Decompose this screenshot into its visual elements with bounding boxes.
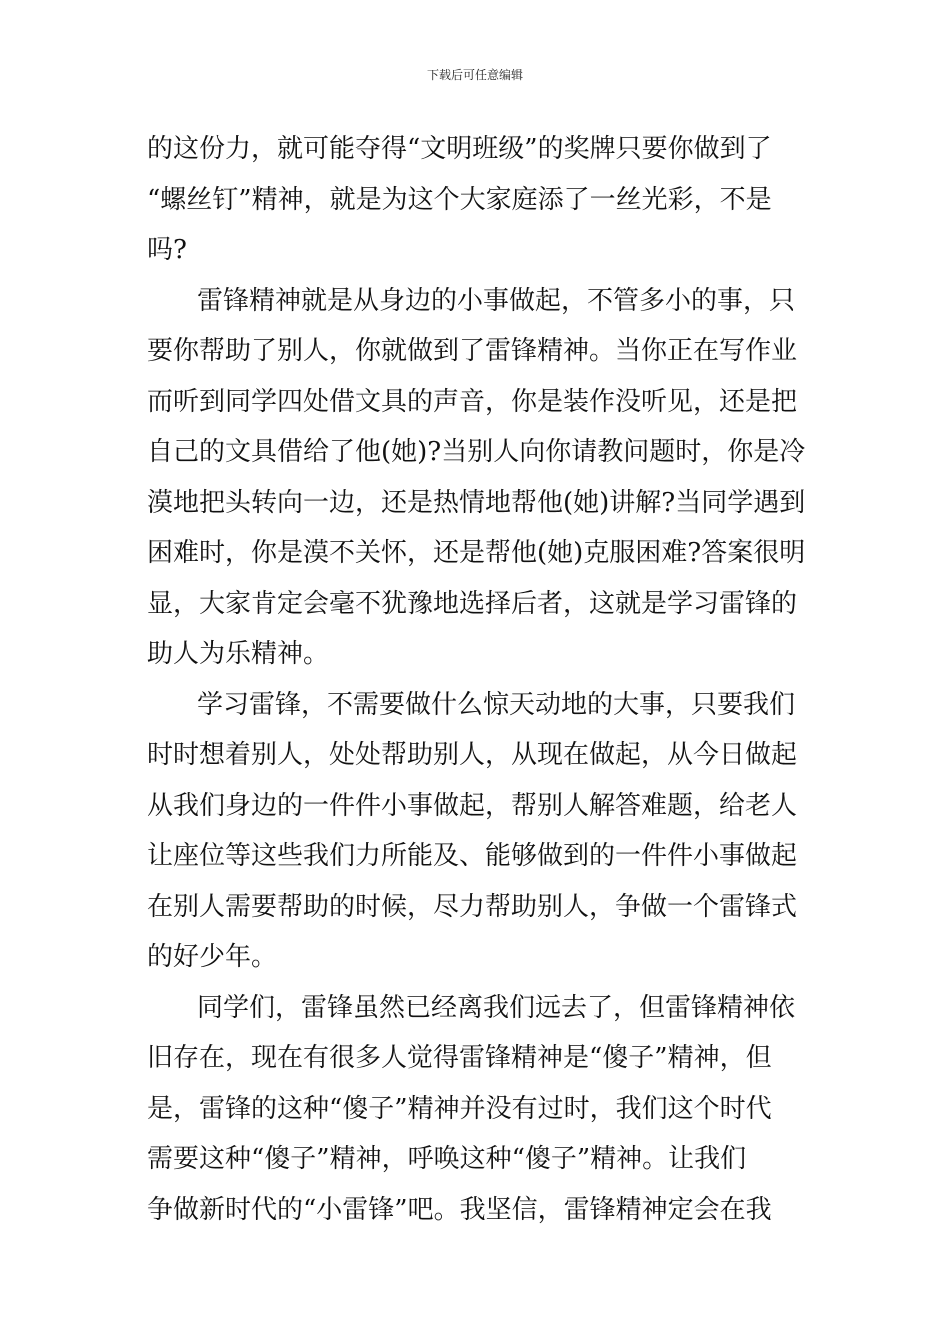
text-line: 助人为乐精神。 (147, 639, 330, 669)
text-line: 让座位等这些我们力所能及、能够做到的一件件小事做起 (147, 841, 798, 871)
text-line: 学习雷锋，不需要做什么惊天动地的大事，只要我们 (197, 689, 796, 720)
text-line: 需要这种“傻子”精神，呼唤这种“傻子”精神。让我们 (147, 1144, 747, 1174)
body-text (147, 124, 807, 1235)
text-line: 而听到同学四处借文具的声音，你是装作没听见，还是把 (147, 386, 798, 417)
text-line: 显，大家肯定会毫不犹豫地选择后者，这就是学习雷锋的 (147, 588, 798, 619)
text-line: 时时想着别人，处处帮助别人，从现在做起，从今日做起 (147, 740, 798, 770)
text-line: 的好少年。 (147, 942, 278, 972)
text-line: 漠地把头转向一边，还是热情地帮他(她)讲解?当同学遇到 (147, 487, 806, 518)
text-line: 的这份力，就可能夺得“文明班级”的奖牌只要你做到了 (147, 134, 772, 164)
text-line: 争做新时代的“小雷锋”吧。我坚信，雷锋精神定会在我 (147, 1194, 772, 1225)
text-line: 在别人需要帮助的时候，尽力帮助别人，争做一个雷锋式 (147, 891, 798, 922)
text-line: 吗? (147, 235, 187, 265)
text-line: 同学们，雷锋虽然已经离我们远去了，但雷锋精神依 (197, 992, 796, 1023)
text-line: 是，雷锋的这种“傻子”精神并没有过时，我们这个时代 (147, 1093, 772, 1124)
text-line: 雷锋精神就是从身边的小事做起，不管多小的事，只 (197, 285, 796, 316)
text-line: 旧存在，现在有很多人觉得雷锋精神是“傻子”精神，但 (147, 1043, 772, 1073)
text-line: 困难时，你是漠不关怀，还是帮他(她)克服困难?答案很明 (147, 538, 806, 568)
text-line: 自己的文具借给了他(她)?当别人向你请教问题时，你是冷 (147, 437, 806, 467)
text-line: 从我们身边的一件件小事做起，帮别人解答难题，给老人 (147, 790, 798, 821)
text-line: 要你帮助了别人，你就做到了雷锋精神。当你正在写作业 (147, 336, 798, 366)
page-header: 下载后可任意编辑 (426, 68, 523, 82)
text-line: “螺丝钉”精神，就是为这个大家庭添了一丝光彩，不是 (147, 184, 772, 215)
